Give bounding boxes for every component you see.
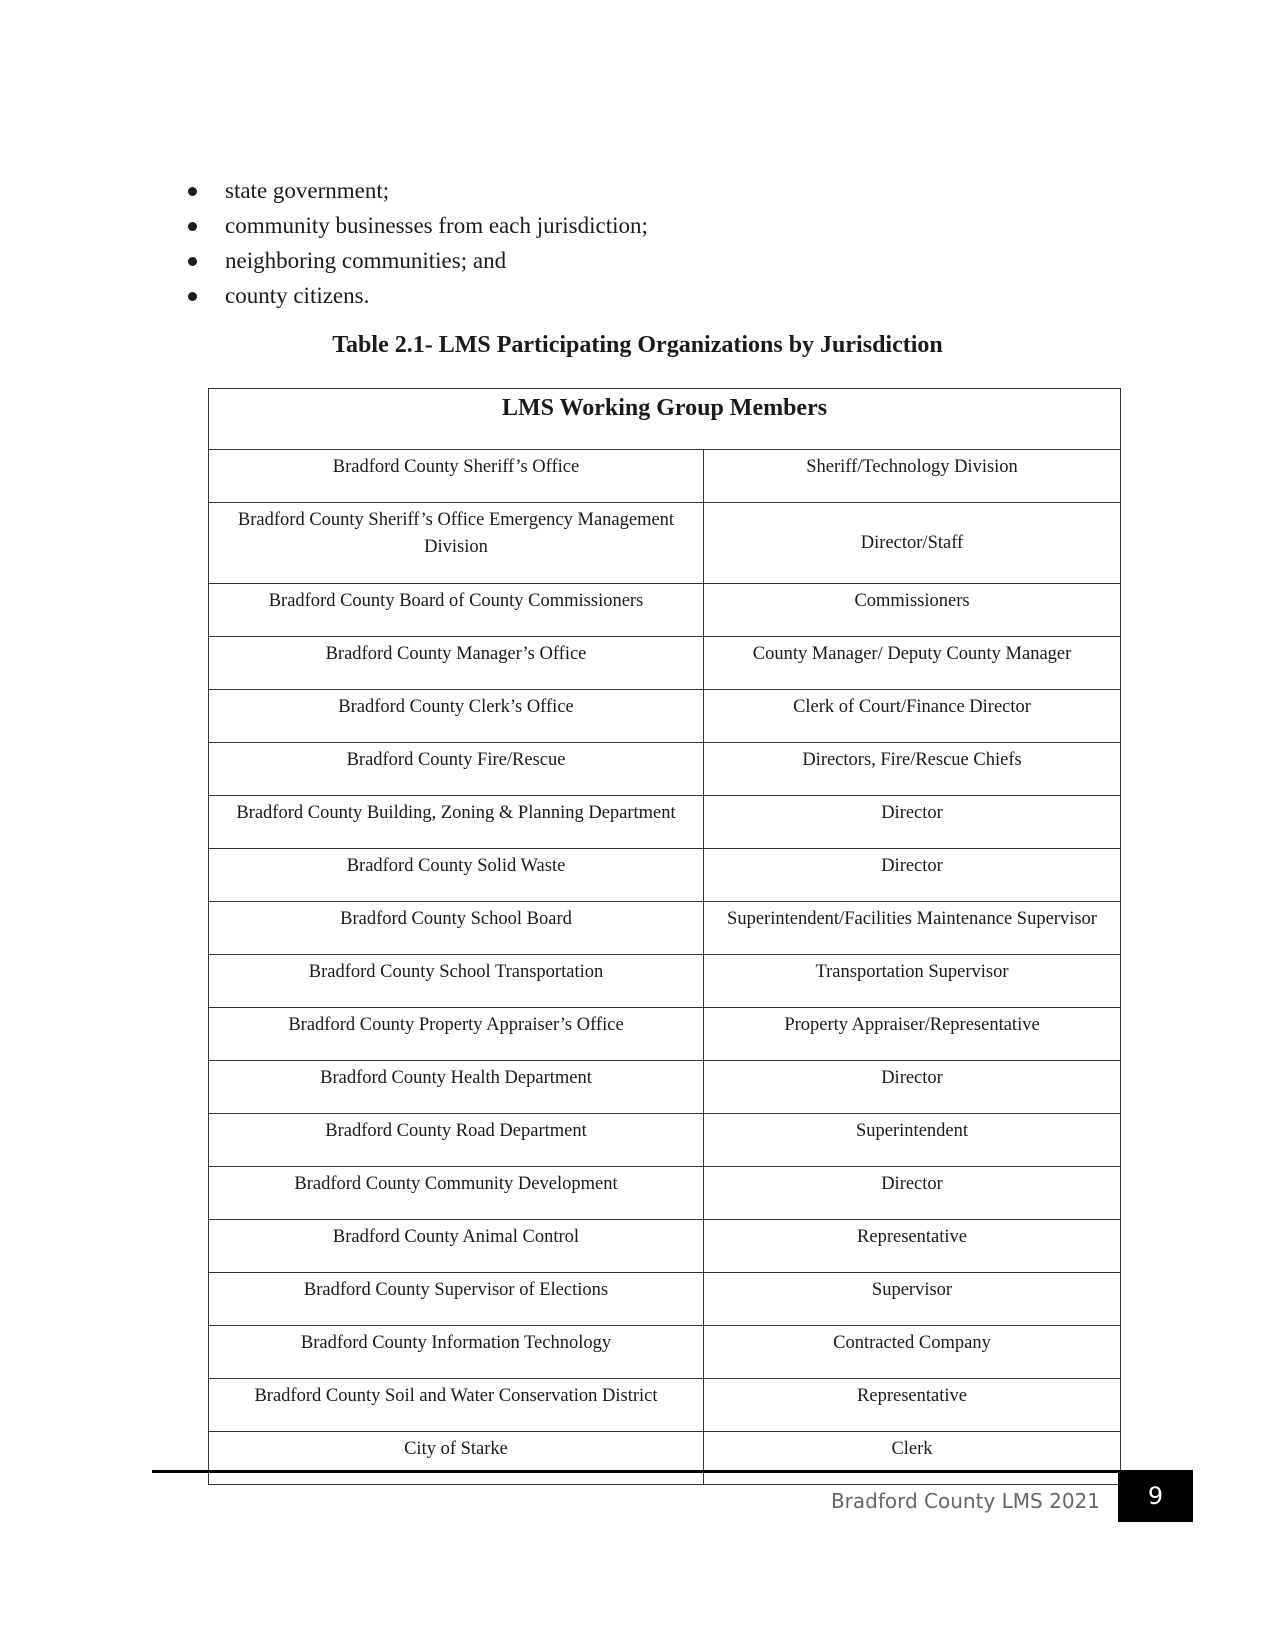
organization-cell: Bradford County Supervisor of Elections [209,1273,704,1326]
table-row [209,1220,1121,1273]
table-row [209,1432,1121,1485]
table-row [209,1061,1121,1114]
table-row [209,1114,1121,1167]
table-row [209,1379,1121,1432]
organization-cell: Bradford County School Transportation [209,955,704,1008]
bullet-icon [188,222,197,231]
organization-cell: Bradford County Sheriff’s Office [209,450,704,503]
role-cell: Commissioners [704,584,1121,637]
organization-cell: Bradford County Clerk’s Office [209,690,704,743]
organization-cell: City of Starke [209,1432,704,1485]
table-row [209,849,1121,902]
role-cell: Director [704,796,1121,849]
role-cell: Clerk of Court/Finance Director [704,690,1121,743]
table-row [209,1167,1121,1220]
role-cell: Sheriff/Technology Division [704,450,1121,503]
lms-members-table [208,388,1121,1485]
role-cell: Representative [704,1220,1121,1273]
organization-cell: Bradford County Building, Zoning & Planning Department [209,796,704,849]
organization-cell: Bradford County Solid Waste [209,849,704,902]
table-row [209,584,1121,637]
footer-title: Bradford County LMS 2021 [830,1489,1100,1513]
table-row [209,796,1121,849]
page-number: 9 [1118,1470,1193,1522]
table-header-row [209,389,1121,450]
organization-cell: Bradford County School Board [209,902,704,955]
role-cell: Property Appraiser/Representative [704,1008,1121,1061]
table-row [209,955,1121,1008]
bullet-icon [188,257,197,266]
role-cell: Director/Staff [704,503,1121,584]
bullet-text: community businesses from each jurisdiction; [225,213,648,238]
table-row [209,1326,1121,1379]
role-cell: Superintendent/Facilities Maintenance Supervisor [704,902,1121,955]
role-cell: Director [704,849,1121,902]
bullet-list [180,173,648,313]
table-row [209,450,1121,503]
table-row [209,690,1121,743]
role-cell: Director [704,1061,1121,1114]
organization-cell: Bradford County Road Department [209,1114,704,1167]
role-cell: Supervisor [704,1273,1121,1326]
role-cell: Directors, Fire/Rescue Chiefs [704,743,1121,796]
bullet-icon [188,292,197,301]
role-cell: Director [704,1167,1121,1220]
organization-cell: Bradford County Board of County Commissioners [209,584,704,637]
footer-divider [152,1470,1118,1473]
bullet-text: county citizens. [225,283,370,308]
table-row [209,1008,1121,1061]
list-item [180,243,648,278]
role-cell: County Manager/ Deputy County Manager [704,637,1121,690]
list-item [180,208,648,243]
list-item [180,278,648,313]
organization-cell: Bradford County Community Development [209,1167,704,1220]
organization-cell: Bradford County Sheriff’s Office Emergency Management Division [209,503,704,584]
bullet-icon [188,187,197,196]
table-row [209,902,1121,955]
role-cell: Representative [704,1379,1121,1432]
role-cell: Transportation Supervisor [704,955,1121,1008]
role-cell: Clerk [704,1432,1121,1485]
list-item [180,173,648,208]
table-caption: Table 2.1- LMS Participating Organizations by Jurisdiction [332,332,943,358]
bullet-text: state government; [225,178,390,203]
role-cell: Contracted Company [704,1326,1121,1379]
bullet-text: neighboring communities; and [225,248,507,273]
organization-cell: Bradford County Soil and Water Conservation District [209,1379,704,1432]
organization-cell: Bradford County Manager’s Office [209,637,704,690]
table-row [209,1273,1121,1326]
organization-cell: Bradford County Animal Control [209,1220,704,1273]
organization-cell: Bradford County Health Department [209,1061,704,1114]
organization-cell: Bradford County Property Appraiser’s Office [209,1008,704,1061]
table-row [209,743,1121,796]
organization-cell: Bradford County Information Technology [209,1326,704,1379]
table-header: LMS Working Group Members [209,389,1121,450]
table-row [209,503,1121,584]
role-cell: Superintendent [704,1114,1121,1167]
organization-cell: Bradford County Fire/Rescue [209,743,704,796]
table-row [209,637,1121,690]
